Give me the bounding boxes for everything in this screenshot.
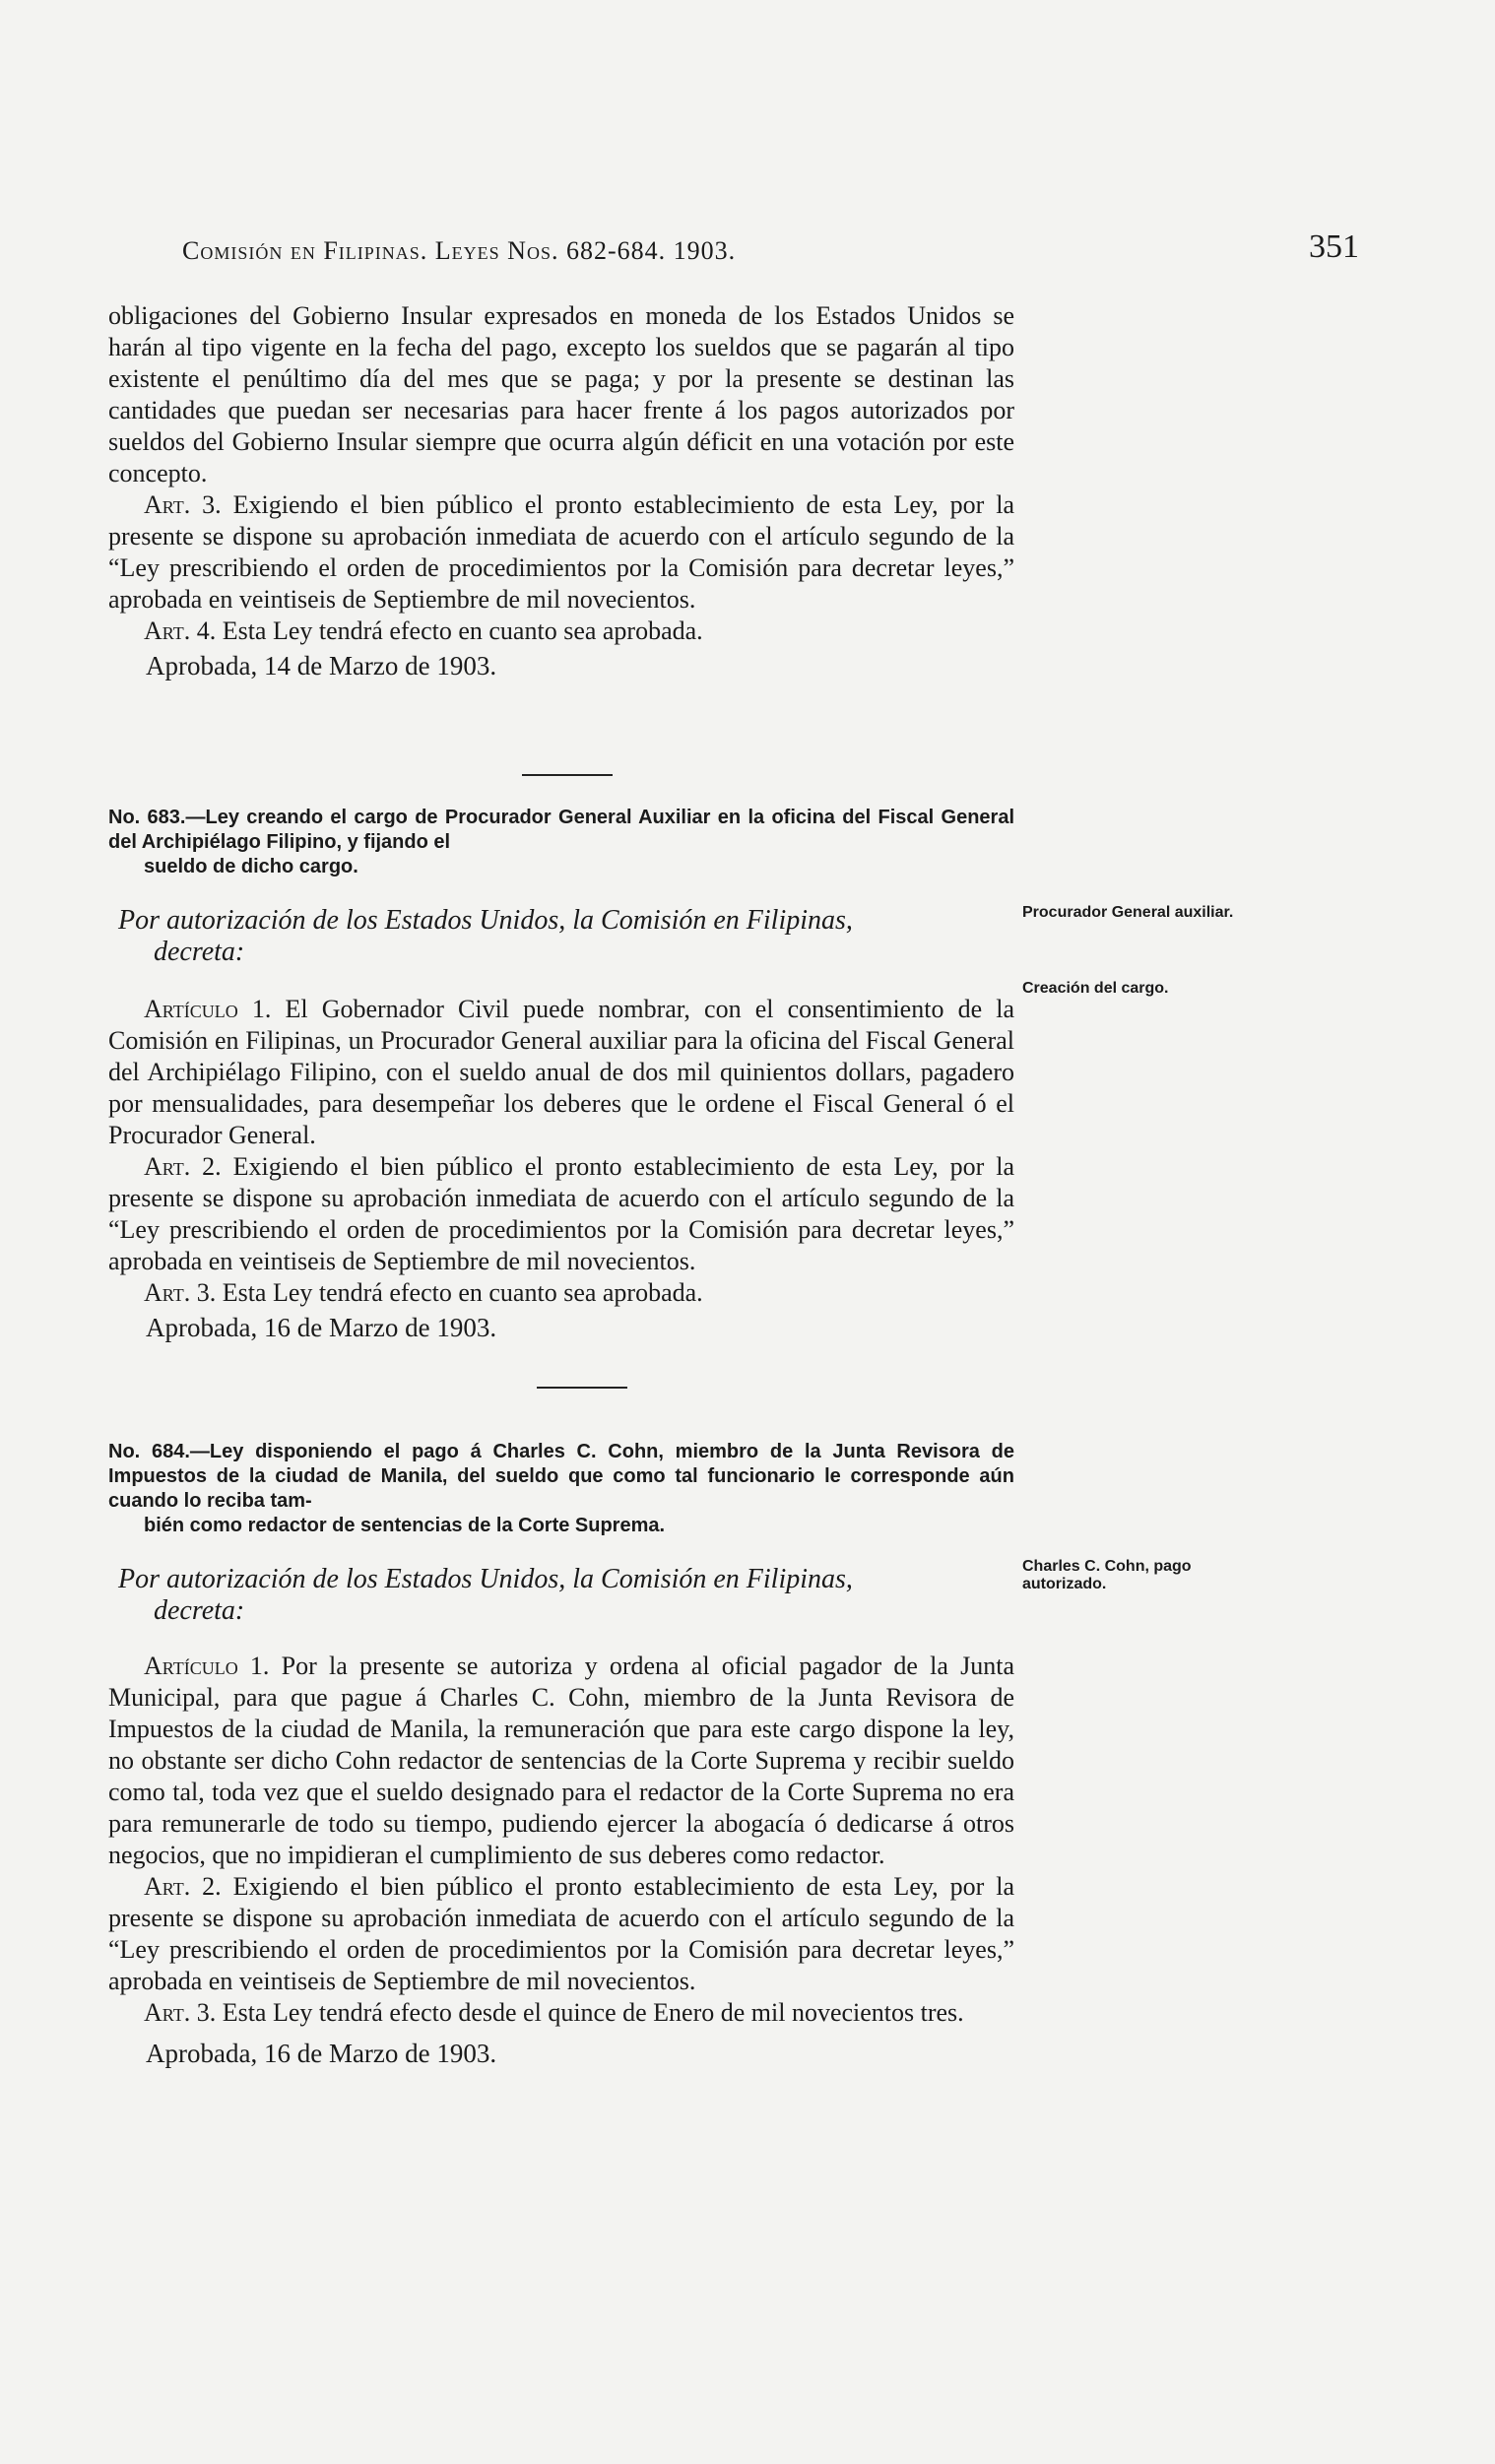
enacting-line: decreta: <box>154 1595 245 1626</box>
article-1-684 <box>108 1651 1014 1871</box>
enacting-clause-684 <box>108 1564 1014 1627</box>
article-text: Por la presente se autoriza y ordena al oficial pagador de la Junta Municipal, para que pague á Charles C. Cohn, miembro de la Junta Revisora de Impuestos de la ciudad de Manila, la remuneración que para este cargo dispone la ley, no obstante ser dicho Cohn redactor de sentencias de la Corte Suprema y recibir sueldo como tal, toda vez que el sueldo designado para el redactor de la Corte Suprema no era para remunerarle de todo su tiempo, pudiendo ejercer la abogacía ó dedicarse á otros negocios, que no impidieran el cumplimiento de sus deberes como redactor. <box>108 1652 1014 1869</box>
law-title-line: bién como redactor de sentencias de la Corte Suprema. <box>144 1515 666 1536</box>
section-divider <box>537 1387 627 1389</box>
article-text: El Gobernador Civil puede nombrar, con el consentimiento de la Comisión en Filipinas, un Procurador General auxiliar para la oficina del Fiscal General del Archipiélago Filipino, con el sueldo anual de dos mil quinientos dollars, pagadero por mensualidades, para desempeñar los deberes que le ordene el Fiscal General ó el Procurador General. <box>108 995 1015 1149</box>
article-text: Exigiendo el bien público el pronto establecimiento de esta Ley, por la presente se dispone su aprobación inmediata de acuerdo con el artículo segundo de la “Ley prescribiendo el orden de procedimientos por la Comisión para decretar leyes,” aprobada en veintiseis de Septiembre de mil novecientos. <box>108 1872 1015 1995</box>
article-3-683 <box>108 1277 1014 1309</box>
article-label: Art. 2. <box>144 1152 222 1181</box>
article-label: Art. 3. <box>144 1998 217 2027</box>
article-3-682 <box>108 489 1014 616</box>
article-1-683 <box>108 994 1014 1151</box>
law-title-line: No. 683.—Ley creando el cargo de Procurador General Auxiliar en la oficina del Fiscal General del Archipiélago Filipino, y fijando el <box>108 807 1014 853</box>
article-label: Art. 3. <box>144 1278 217 1307</box>
section-divider <box>522 774 613 776</box>
article-2-684 <box>108 1871 1014 1997</box>
approval-date-684: Aprobada, 16 de Marzo de 1903. <box>146 2039 497 2068</box>
approval-date-683: Aprobada, 16 de Marzo de 1903. <box>146 1313 497 1342</box>
paragraph-obligaciones: obligaciones del Gobierno Insular expresados en moneda de los Estados Unidos se harán al tipo vigente en la fecha del pago, excepto los sueldos que se pagarán al tipo existente el penúltimo día del mes que se paga; y por la presente se destinan las cantidades que puedan ser necesarias para hacer frente á los pagos autorizados por sueldos del Gobierno Insular siempre que ocurra algún déficit en una votación por este concepto. <box>108 301 1014 487</box>
article-label: Art. 3. <box>144 490 222 519</box>
enacting-line: Por autorización de los Estados Unidos, la Comisión en Filipinas, <box>118 1564 853 1594</box>
enacting-clause-683 <box>108 905 1014 968</box>
law-684-title <box>108 1440 1014 1538</box>
article-2-683 <box>108 1151 1014 1277</box>
article-text: Esta Ley tendrá efecto en cuanto sea aprobada. <box>222 1278 703 1307</box>
running-header <box>182 228 1359 278</box>
law-683 <box>108 806 1014 1344</box>
side-note-procurador: Procurador General auxiliar. <box>1022 904 1234 921</box>
law-683-title <box>108 806 1014 879</box>
side-note-cohn: Charles C. Cohn, pago autorizado. <box>1022 1558 1192 1592</box>
article-text: Esta Ley tendrá efecto desde el quince de Enero de mil novecientos tres. <box>222 1998 964 2027</box>
law-title-line: No. 684.—Ley disponiendo el pago á Charles C. Cohn, miembro de la Junta Revisora de Impuestos de la ciudad de Manila, del sueldo que como tal funcionario le corresponde aún cuando lo reciba tam- <box>108 1441 1014 1512</box>
article-3-684 <box>108 1997 1014 2029</box>
article-label: Art. 2. <box>144 1872 222 1901</box>
article-label: Artículo 1. <box>144 995 272 1023</box>
running-header-title: Comisión en Filipinas. Leyes Nos. 682-684. 1903. <box>182 236 737 265</box>
law-title-line: sueldo de dicho cargo. <box>144 856 358 877</box>
enacting-line: Por autorización de los Estados Unidos, la Comisión en Filipinas, <box>118 905 853 936</box>
article-label: Artículo 1. <box>144 1652 270 1680</box>
article-text: Exigiendo el bien público el pronto establecimiento de esta Ley, por la presente se dispone su aprobación inmediata de acuerdo con el artículo segundo de la “Ley prescribiendo el orden de procedimientos por la Comisión para decretar leyes,” aprobada en veintiseis de Septiembre de mil novecientos. <box>108 490 1015 614</box>
enacting-line: decreta: <box>154 937 245 967</box>
article-4-682 <box>108 616 1014 647</box>
approval-date-682: Aprobada, 14 de Marzo de 1903. <box>146 651 497 681</box>
article-label: Art. 4. <box>144 616 217 645</box>
article-text: Esta Ley tendrá efecto en cuanto sea aprobada. <box>222 616 703 645</box>
law-682-continuation <box>108 300 1014 682</box>
page-number: 351 <box>1309 228 1359 265</box>
law-684 <box>108 1440 1014 2070</box>
side-note-creacion: Creación del cargo. <box>1022 980 1169 997</box>
article-text: Exigiendo el bien público el pronto establecimiento de esta Ley, por la presente se dispone su aprobación inmediata de acuerdo con el artículo segundo de la “Ley prescribiendo el orden de procedimientos por la Comisión para decretar leyes,” aprobada en veintiseis de Septiembre de mil novecientos. <box>108 1152 1015 1275</box>
